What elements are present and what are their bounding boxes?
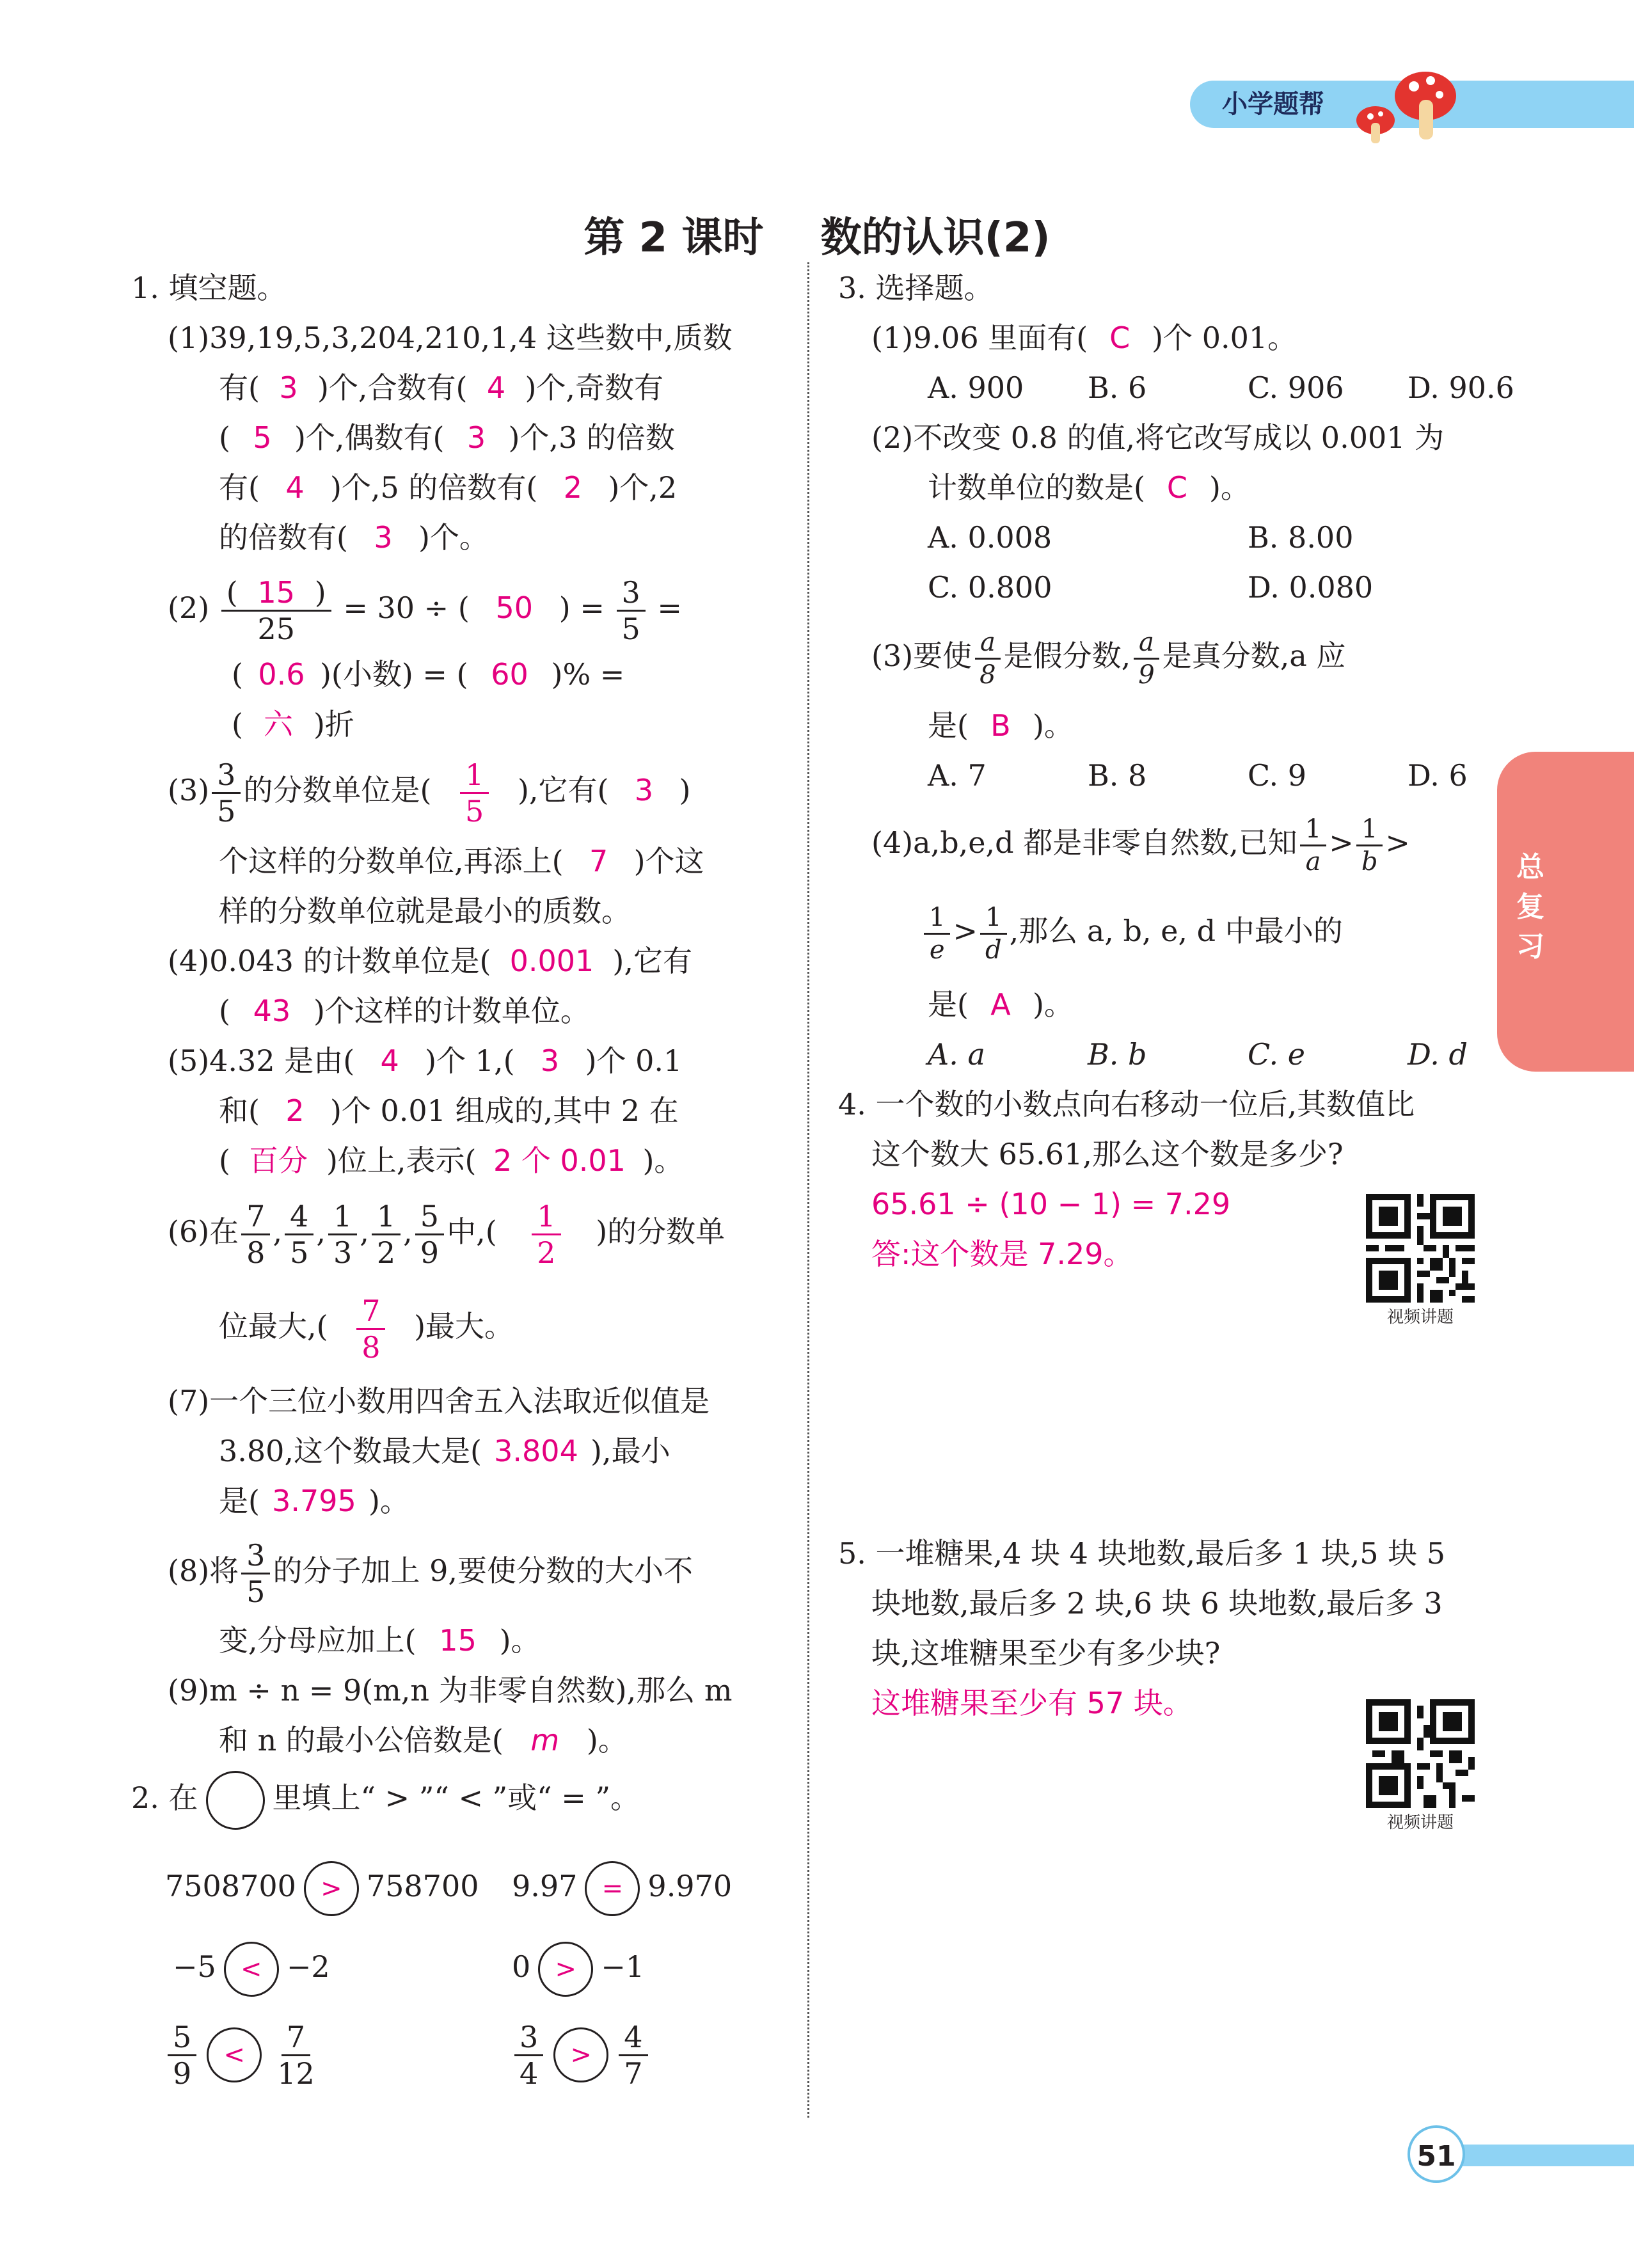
answer: 5 xyxy=(253,420,272,455)
q1-p3-line2: 个这样的分数单位,再添上( 7 )个这 xyxy=(219,844,704,878)
q4-answer2: 答:这个数是 7.29。 xyxy=(871,1237,1133,1271)
q5-answer: 这堆糖果至少有 57 块。 xyxy=(871,1686,1193,1720)
q1-p1-line4: 有( 4 )个,5 的倍数有( 2 )个,2 xyxy=(219,468,677,507)
q2-row1: 7508700 > 758700 xyxy=(165,1854,479,1918)
q1-heading: 1. 填空题。 xyxy=(131,271,287,305)
q3-heading: 3. 选择题。 xyxy=(838,271,994,305)
answer: 3 xyxy=(279,370,298,405)
q3-p4-line2: $\frac{1}{e}$ > $\frac{1}{d}$ ,那么 a, b, e, d 中最小的 xyxy=(921,896,1343,966)
q3-p2-opts2: C. 0.800 D. 0.080 xyxy=(928,570,1374,605)
q3-p4-line1: (4)a,b,e,d 都是非零自然数,已知 $\frac{1}{a}$ > $\frac{1}{b}$ > xyxy=(871,814,1410,876)
q4-line1: 4. 一个数的小数点向右移动一位后,其数值比 xyxy=(838,1087,1415,1122)
q1-p9-line2: 和 n 的最小公倍数是( m )。 xyxy=(219,1723,628,1757)
q1-p7-line2: 3.80,这个数最大是( 3.804 ),最小 xyxy=(219,1434,670,1468)
fraction: $\frac{4}{5}$ xyxy=(285,1201,313,1267)
q1-p4-line2: ( 43 )个这样的计数单位。 xyxy=(219,994,590,1028)
q1-p2-line3: ( 六 )折 xyxy=(232,707,354,741)
q1-p2-line2: ( 0.6 )(小数) = ( 60 )% = xyxy=(232,657,625,692)
q1-p8-line1: (8)将 $\frac{3}{5}$ 的分子加上 9,要使分数的大小不 xyxy=(168,1537,693,1609)
q1-p1-line3: ( 5 )个,偶数有( 3 )个,3 的倍数 xyxy=(219,418,675,457)
q1-p5-line1: (5)4.32 是由( 4 )个 1,( 3 )个 0.1 xyxy=(168,1043,683,1078)
qr-code-icon[interactable] xyxy=(1366,1194,1475,1303)
q1-p1-line2: 有( 3 )个,合数有( 4 )个,奇数有 xyxy=(219,369,663,407)
answer: 3 xyxy=(374,520,393,555)
q1-p3-line3: 样的分数单位就是最小的质数。 xyxy=(219,894,631,928)
q1-p2-line1: (2) $\frac{( 15 )}{25}$ = 30 ÷ ( 50 ) = $\frac{3}{5}$ = xyxy=(168,575,682,646)
q1-p4-line1: (4)0.043 的计数单位是( 0.001 ),它有 xyxy=(168,944,692,978)
brand-label: 小学题帮 xyxy=(1222,90,1324,119)
q2-row3: $\frac{5}{9}$ < $\frac{7}{12}$ xyxy=(165,2014,322,2091)
qr-caption: 视频讲题 xyxy=(1386,1308,1454,1327)
section-tab-label: 总复习 xyxy=(1516,851,1544,963)
q3-p2-line1: (2)不改变 0.8 的值,将它改写成以 0.001 为 xyxy=(871,420,1445,455)
qr-code-icon[interactable] xyxy=(1366,1699,1475,1808)
q1-p8-line2: 变,分母应加上( 15 )。 xyxy=(219,1623,541,1658)
q2-heading: 2. 在 里填上“ > ”“ < ”或“ = ”。 xyxy=(131,1766,640,1830)
q5-line3: 块,这堆糖果至少有多少块? xyxy=(871,1636,1221,1670)
q5-line1: 5. 一堆糖果,4 块 4 块地数,最后多 1 块,5 块 5 xyxy=(838,1536,1446,1571)
q1-p9-line1: (9)m ÷ n = 9(m,n 为非零自然数),那么 m xyxy=(168,1673,733,1708)
q3-p4-line3: 是( A )。 xyxy=(928,987,1074,1022)
qr-caption: 视频讲题 xyxy=(1386,1813,1454,1832)
q2-row2b: 0 > −1 xyxy=(512,1935,644,1999)
q2-row3b: $\frac{3}{4}$ > $\frac{4}{7}$ xyxy=(512,2014,651,2091)
q2-row1b: 9.97 = 9.970 xyxy=(512,1854,732,1918)
q3-p1: (1)9.06 里面有( C )个 0.01。 xyxy=(871,321,1297,355)
q3-p1-opts: A. 900 B. 6 C. 906 D. 90.6 xyxy=(928,370,1514,405)
q1-p7-line1: (7)一个三位小数用四舍五入法取近似值是 xyxy=(168,1384,710,1418)
q1-p5-line2: 和( 2 )个 0.01 组成的,其中 2 在 xyxy=(219,1093,679,1128)
fraction: $\frac{1}{3}$ xyxy=(328,1201,357,1267)
q1-p7-line3: 是( 3.795 )。 xyxy=(219,1484,409,1518)
q3-p3-line1: (3)要使 $\frac{a}{8}$ 是假分数, $\frac{a}{9}$ 是真分数,a 应 xyxy=(871,627,1346,690)
blank-circle-icon xyxy=(206,1771,265,1830)
fraction: $\frac{1}{2}$ xyxy=(372,1201,401,1267)
mushroom-icon xyxy=(1337,58,1459,144)
q1-p3-line1: (3) $\frac{3}{5}$ 的分数单位是( $\frac{1}{5}$ ),它有( 3 ) xyxy=(168,757,691,829)
answer: 4 xyxy=(285,470,305,505)
q2-row2: −5 < −2 xyxy=(173,1935,330,1999)
q3-p2-line2: 计数单位的数是( C )。 xyxy=(928,470,1250,505)
q1-p5-line3: ( 百分 )位上,表示( 2 个 0.01 )。 xyxy=(219,1143,684,1178)
q5-line2: 块地数,最后多 2 块,6 块 6 块地数,最后多 3 xyxy=(871,1586,1443,1621)
q3-p3-line2: 是( B )。 xyxy=(928,708,1074,743)
answer: 3 xyxy=(466,420,486,455)
fraction: $\frac{( 15 )}{25}$ xyxy=(221,578,331,644)
q3-p2-opts1: A. 0.008 B. 8.00 xyxy=(928,520,1354,555)
q1-p1-line5: 的倍数有( 3 )个。 xyxy=(219,518,489,557)
q4-answer1: 65.61 ÷ (10 − 1) = 7.29 xyxy=(871,1187,1231,1221)
q1-p6-line2: 位最大,( $\frac{7}{8}$ )最大。 xyxy=(219,1293,514,1365)
fraction: $\frac{7}{8}$ xyxy=(241,1201,270,1267)
page-number: 51 xyxy=(1408,2125,1465,2183)
fraction: $\frac{5}{9}$ xyxy=(415,1201,444,1267)
q3-p4-opts: A. a B. b C. e D. d xyxy=(928,1037,1468,1072)
q4-line2: 这个数大 65.61,那么这个数是多少? xyxy=(871,1137,1344,1171)
q3-p3-opts: A. 7 B. 8 C. 9 D. 6 xyxy=(928,758,1468,793)
answer: 4 xyxy=(486,370,506,405)
q1-p6-line1: (6)在 $\frac{7}{8}$ , $\frac{4}{5}$ , $\frac{1}{3}$ , $\frac{1}{2}$ , $\frac{5}{9}$ 中,( $\frac{1}{2}$ )的分数单 xyxy=(168,1198,726,1270)
page-title: 第 2 课时 数的认识(2) xyxy=(583,214,1051,262)
q1-p1-line1: (1)39,19,5,3,204,210,1,4 这些数中,质数 xyxy=(168,321,733,355)
column-divider xyxy=(807,262,809,2118)
answer: 2 xyxy=(563,470,582,505)
